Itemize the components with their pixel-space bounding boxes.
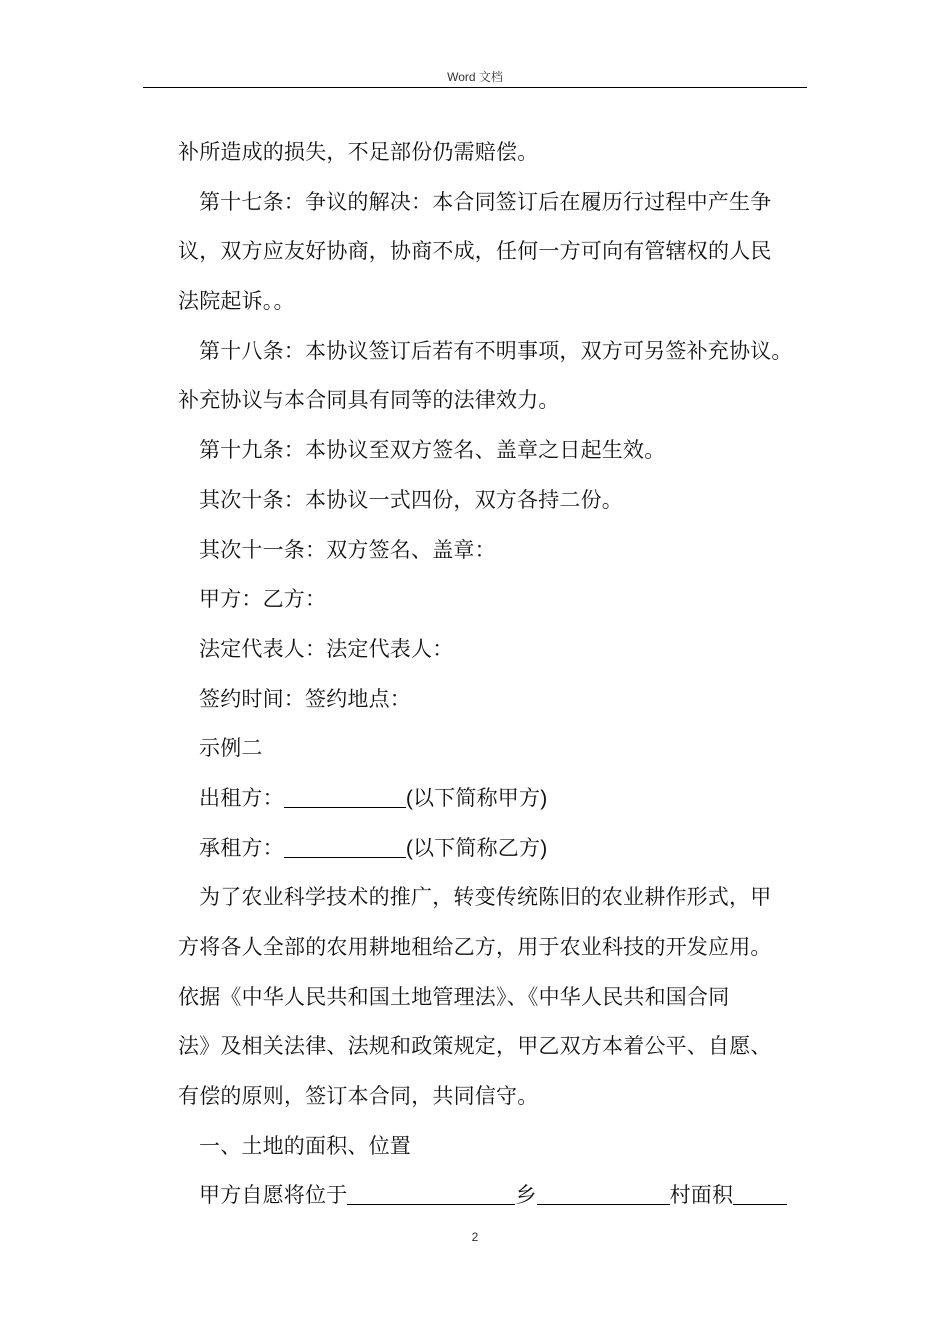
page-header-title: Word 文档 <box>447 70 503 84</box>
paragraph-line: 有偿的原则，签订本合同，共同信守。 <box>178 1084 539 1109</box>
paragraph-line: 法院起诉。。 <box>178 289 295 314</box>
township-blank <box>537 1182 670 1205</box>
lessor-line <box>178 774 818 824</box>
header-divider <box>143 87 807 88</box>
document-body <box>178 128 818 1221</box>
paragraph-line: 法》及相关法律、法规和政策规定，甲乙双方本着公平、自愿、 <box>178 1034 772 1059</box>
section-heading: 一、土地的面积、位置 <box>199 1133 411 1158</box>
lessee-blank <box>284 835 406 858</box>
location-blank <box>347 1182 515 1205</box>
lessee-label: 承租方： <box>199 835 284 860</box>
paragraph-line: 其次十一条：双方签名、盖章： <box>199 537 496 562</box>
signature-party-line: 甲方：乙方： <box>199 587 327 612</box>
lessee-line <box>178 824 818 874</box>
land-location-text: 甲方自愿将位于 <box>199 1183 348 1208</box>
paragraph-line: 第十九条：本协议至双方签名、盖章之日起生效。 <box>199 438 666 463</box>
paragraph-line: 其次十条：本协议一式四份，双方各持二份。 <box>199 487 623 512</box>
area-blank <box>733 1182 787 1205</box>
section-heading: 示例二 <box>199 736 263 761</box>
paragraph-line: 议，双方应友好协商，协商不成，任何一方可向有管辖权的人民 <box>178 239 772 264</box>
village-area-label: 村面积 <box>669 1183 734 1208</box>
lessor-note: (以下简称甲方) <box>405 786 548 810</box>
lessor-blank <box>284 785 406 808</box>
lessee-note: (以下简称乙方) <box>405 836 548 860</box>
lessor-label: 出租方： <box>199 785 284 810</box>
land-location-line <box>178 1171 818 1221</box>
paragraph-line: 补充协议与本合同具有同等的法律效力。 <box>178 388 560 413</box>
paragraph-line: 依据《中华人民共和国土地管理法》、《中华人民共和国合同 <box>178 984 730 1009</box>
signature-representative-line: 法定代表人：法定代表人： <box>199 636 454 661</box>
paragraph-line: 为了农业科学技术的推广，转变传统陈旧的农业耕作形式，甲 <box>199 885 772 910</box>
paragraph-line: 补所造成的损失，不足部份仍需赔偿。 <box>178 140 539 164</box>
paragraph-line: 方将各人全部的农用耕地租给乙方，用于农业科技的开发应用。 <box>178 935 772 959</box>
paragraph-line: 第十七条：争议的解决：本合同签订后在履历行过程中产生争 <box>199 189 772 214</box>
signature-time-place-line: 签约时间：签约地点： <box>199 686 411 711</box>
township-label: 乡 <box>515 1183 537 1208</box>
page-number: 2 <box>471 1230 479 1244</box>
paragraph-line: 第十八条：本协议签订后若有不明事项，双方可另签补充协议。 <box>199 338 793 363</box>
